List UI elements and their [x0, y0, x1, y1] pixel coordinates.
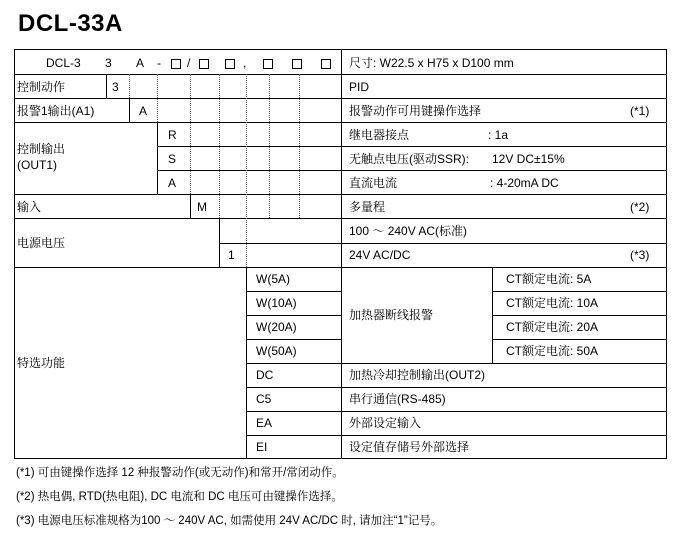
code-box-5	[291, 56, 303, 70]
special-desc-dc: 加热冷却控制输出(OUT2)	[349, 368, 485, 382]
output-desc-current: 直流电流	[349, 176, 398, 190]
special-code-dc: DC	[256, 368, 274, 382]
control-output-label: 控制输出	[17, 142, 66, 156]
alarm1-code: A	[139, 104, 148, 118]
heater-code-20a: W(20A)	[256, 320, 297, 334]
code-comma: ,	[243, 56, 247, 70]
code-box-6	[320, 56, 332, 70]
output-code-a: A	[168, 176, 177, 190]
heater-code-50a: W(50A)	[256, 344, 297, 358]
special-desc-ei: 设定值存储号外部选择	[349, 440, 470, 454]
output-desc-relay: 继电器接点	[349, 128, 410, 142]
ct-rating-5a: CT额定电流: 5A	[506, 272, 592, 286]
heater-break-desc: 加热器断线报警	[349, 308, 434, 322]
code-digit-1: 3	[105, 56, 112, 70]
output-value-relay: : 1a	[488, 128, 509, 142]
control-action-desc: PID	[349, 80, 370, 94]
power-code-24v: 1	[228, 248, 235, 262]
special-code-c5: C5	[256, 392, 272, 406]
special-desc-ea: 外部设定输入	[349, 416, 422, 430]
code-box-1	[170, 56, 182, 70]
ct-rating-50a: CT额定电流: 50A	[506, 344, 599, 358]
input-code: M	[197, 200, 207, 214]
code-slash: /	[187, 56, 191, 70]
alarm1-note: (*1)	[630, 104, 650, 118]
power-label: 电源电压	[17, 236, 66, 250]
alarm1-desc: 报警动作可用键操作选择	[349, 104, 482, 118]
code-digit-2: A	[136, 56, 145, 70]
special-desc-c5: 串行通信(RS-485)	[349, 392, 446, 406]
special-label: 特选功能	[17, 356, 66, 370]
power-desc-24v: 24V AC/DC	[349, 248, 411, 262]
output-code-r: R	[168, 128, 177, 142]
dimension-spec: 尺寸: W22.5 x H75 x D100 mm	[349, 56, 514, 70]
code-box-4	[262, 56, 274, 70]
power-desc-standard: 100 ～ 240V AC(标准)	[349, 224, 468, 238]
input-note: (*2)	[630, 200, 650, 214]
model-code-table	[14, 49, 667, 459]
code-dash: -	[157, 56, 161, 70]
control-action-label: 控制动作	[17, 80, 66, 94]
heater-code-5a: W(5A)	[256, 272, 290, 286]
footnote-1: (*1) 可由键操作选择 12 种报警动作(或无动作)和常开/常闭动作。	[16, 467, 344, 479]
footnote-3: (*3) 电源电压标准规格为100 ～ 240V AC, 如需使用 24V AC/DC 时, 请加注“1”记号。	[16, 515, 443, 527]
special-code-ea: EA	[256, 416, 273, 430]
special-code-ei: EI	[256, 440, 268, 454]
output-code-s: S	[168, 152, 177, 166]
code-box-3	[224, 56, 236, 70]
output-value-ssr: 12V DC±15%	[492, 152, 565, 166]
model-prefix: DCL-3	[46, 56, 81, 70]
output-value-current: : 4-20mA DC	[490, 176, 559, 190]
footnote-2: (*2) 热电偶, RTD(热电阻), DC 电流和 DC 电压可由键操作选择。	[16, 491, 343, 503]
ct-rating-20a: CT额定电流: 20A	[506, 320, 599, 334]
control-output-sublabel: (OUT1)	[17, 158, 57, 172]
page-title: DCL-33A	[18, 10, 123, 37]
alarm1-label: 报警1输出(A1)	[17, 104, 95, 118]
input-label: 输入	[17, 200, 42, 214]
heater-code-10a: W(10A)	[256, 296, 297, 310]
control-action-code: 3	[112, 80, 119, 94]
power-note: (*3)	[630, 248, 650, 262]
input-desc: 多量程	[349, 200, 386, 214]
ct-rating-10a: CT额定电流: 10A	[506, 296, 599, 310]
output-desc-ssr: 无触点电压(驱动SSR):	[349, 152, 470, 166]
code-box-2	[198, 56, 210, 70]
